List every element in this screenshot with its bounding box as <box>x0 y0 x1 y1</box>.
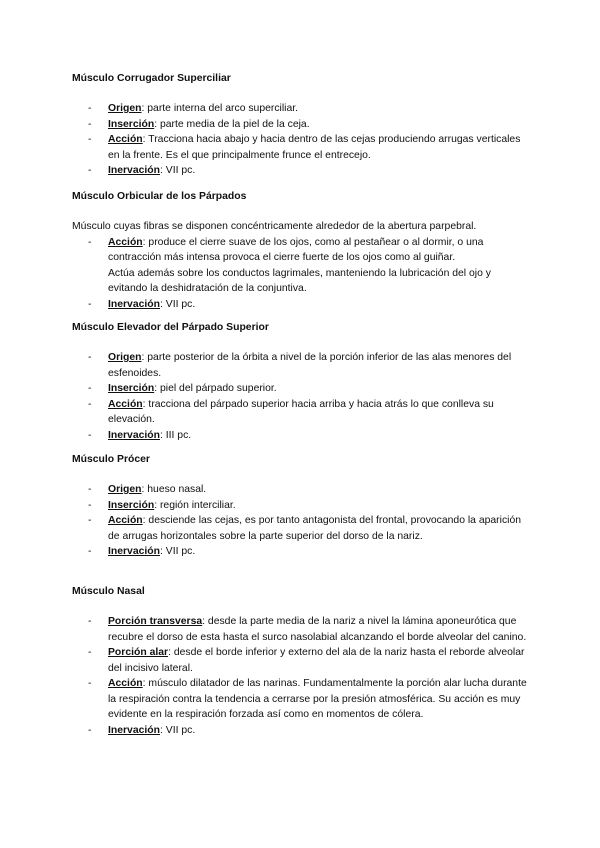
item-term: Acción <box>108 134 143 145</box>
bullet-dash: - <box>88 103 92 114</box>
section-heading: Músculo Prócer <box>72 454 150 465</box>
item-term: Inserción <box>108 383 155 394</box>
item-text: : desciende las cejas, es por tanto antagonista del frontal, provocando la aparición de arrugas horizontales sobre la parte superior del dorso de la nariz. <box>108 515 522 542</box>
bullet-dash: - <box>88 134 92 145</box>
bullet-dash: - <box>88 678 92 689</box>
list-item <box>72 482 532 498</box>
bullet-dash: - <box>88 352 92 363</box>
bullet-dash: - <box>88 118 92 130</box>
section-heading: Músculo Elevador del Párpado Superior <box>72 322 269 333</box>
item-list <box>72 482 532 560</box>
section-intro: Músculo cuyas fibras se disponen concéntricamente alrededor de la abertura parpebral. <box>72 221 477 232</box>
bullet-dash: - <box>88 398 92 410</box>
item-text: : VII pc. <box>159 165 196 176</box>
bullet-dash: - <box>88 298 92 310</box>
item-text: : piel del párpado superior. <box>154 383 277 394</box>
list-item <box>72 117 532 133</box>
item-term: Acción <box>108 678 143 689</box>
list-item <box>72 723 532 739</box>
list-item <box>72 614 532 645</box>
item-text: : región interciliar. <box>154 499 236 511</box>
item-term: Inserción <box>108 499 155 511</box>
list-item <box>72 428 532 444</box>
bullet-dash: - <box>88 499 92 511</box>
bullet-dash: - <box>88 429 92 441</box>
item-list <box>72 614 532 738</box>
item-term: Acción <box>108 515 143 526</box>
item-text: : VII pc. <box>159 724 196 736</box>
item-term: Inervación <box>108 165 160 176</box>
bullet-dash: - <box>88 724 92 736</box>
item-term: Inserción <box>108 118 155 130</box>
item-text: : desde la parte media de la nariz a nivel la lámina aponeurótica que recubre el dorso de esta hasta el surco nasolabial alcanzando el borde alveolar del canino. <box>108 616 527 643</box>
section-elevador <box>72 320 532 443</box>
section-nasal <box>72 584 532 738</box>
item-text: : VII pc. <box>159 546 196 557</box>
item-text: : hueso nasal. <box>141 484 207 495</box>
item-term: Acción <box>108 398 143 410</box>
item-list <box>72 235 532 313</box>
bullet-dash: - <box>88 383 92 394</box>
item-text: : parte interna del arco superciliar. <box>141 103 299 114</box>
item-term: Origen <box>108 352 142 363</box>
bullet-dash: - <box>88 616 92 627</box>
item-extra-text: Actúa además sobre los conductos lagrimales, manteniendo la lubricación del ojo y evitando la deshidratación de la conjuntiva. <box>108 267 491 294</box>
bullet-dash: - <box>88 647 92 658</box>
item-term: Porción alar <box>108 647 169 658</box>
item-text: : VII pc. <box>159 298 196 310</box>
bullet-dash: - <box>88 236 92 248</box>
item-term: Inervación <box>108 546 160 557</box>
item-text: : produce el cierre suave de los ojos, como al pestañear o al dormir, o una contracción más intensa provoca el cierre fuerte de los ojos como al guiñar. <box>108 236 484 263</box>
item-list <box>72 350 532 443</box>
bullet-dash: - <box>88 515 92 526</box>
item-list <box>72 101 532 179</box>
item-term: Acción <box>108 236 143 248</box>
bullet-dash: - <box>88 484 92 495</box>
list-item <box>72 676 532 723</box>
item-text: : III pc. <box>159 429 192 441</box>
list-item <box>72 132 532 163</box>
list-item <box>72 235 532 297</box>
section-heading: Músculo Corrugador Superciliar <box>72 73 231 84</box>
item-text: : desde el borde inferior y externo del ala de la nariz hasta el reborde alveolar del incisivo lateral. <box>108 647 525 674</box>
list-item <box>72 513 532 544</box>
item-term: Origen <box>108 103 142 114</box>
item-term: Inervación <box>108 429 160 441</box>
list-item <box>72 297 532 313</box>
item-term: Porción transversa <box>108 616 203 627</box>
list-item <box>72 498 532 514</box>
item-text: : parte posterior de la órbita a nivel de la porción inferior de las alas menores del esfenoides. <box>108 352 512 379</box>
list-item <box>72 381 532 397</box>
list-item <box>72 163 532 179</box>
bullet-dash: - <box>88 165 92 176</box>
item-term: Inervación <box>108 298 160 310</box>
list-item <box>72 101 532 117</box>
section-orbicular <box>72 189 532 312</box>
section-heading: Músculo Nasal <box>72 586 145 597</box>
list-item <box>72 645 532 676</box>
section-heading: Músculo Orbicular de los Párpados <box>72 191 247 202</box>
item-term: Inervación <box>108 724 160 736</box>
item-text: : Tracciona hacia abajo y hacia dentro de las cejas produciendo arrugas verticales en la frente. Es el que principalmente frunce el entrecejo. <box>108 134 521 161</box>
item-text: : tracciona del párpado superior hacia arriba y hacia atrás lo que conlleva su elevación. <box>108 398 494 425</box>
section-corrugador <box>72 71 532 179</box>
item-text: : músculo dilatador de las narinas. Fundamentalmente la porción alar lucha durante la respiración contra la tendencia a cerrarse por la presión atmosférica. Su acción es muy evidente en la respiración forzada así como en momentos de cólera. <box>108 678 527 720</box>
list-item <box>72 397 532 428</box>
list-item <box>72 544 532 560</box>
bullet-dash: - <box>88 546 92 557</box>
section-procer <box>72 452 532 560</box>
item-text: : parte media de la piel de la ceja. <box>154 118 310 130</box>
item-term: Origen <box>108 484 142 495</box>
list-item <box>72 350 532 381</box>
